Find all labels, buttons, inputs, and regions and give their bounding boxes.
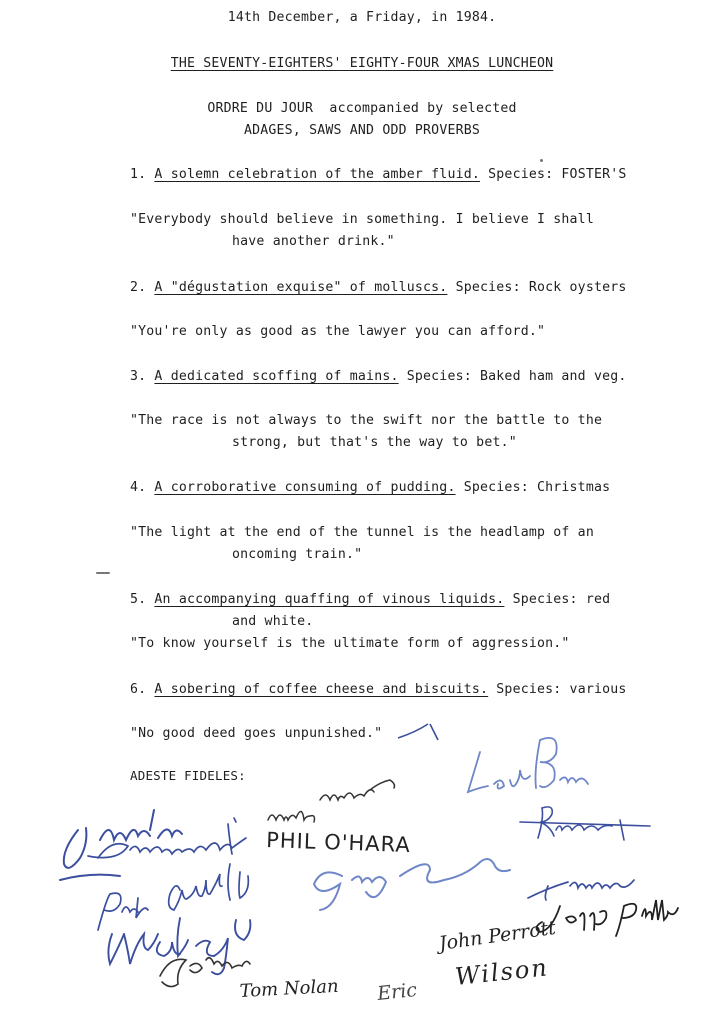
quote-4-line-2: oncoming train." [232,547,363,562]
signature-rick [520,807,650,840]
item-number: 1. [130,167,147,182]
signature-wilson: Wilson [453,953,550,991]
item-number: 3. [130,369,147,384]
species: Species: Rock oysters [447,280,627,295]
quote-3-line-1: "The race is not always to the swift nor the battle to the [130,413,603,428]
signature-manney [528,880,634,900]
quote-2-line-1: "You're only as good as the lawyer you can afford." [130,324,546,339]
course-description: A "dégustation exquise" of molluscs. [154,280,448,295]
quote-3-line-2: strong, but that's the way to bet." [232,435,517,450]
item-number: 4. [130,480,147,495]
course-description: A dedicated scoffing of mains. [154,369,399,384]
quote-5-line-1: "To know yourself is the ultimate form of aggression." [130,636,570,651]
signature-peter [98,864,248,930]
subtitle-line-2: ADAGES, SAWS AND ODD PROVERBS [243,123,481,138]
signature-lesley [468,738,588,792]
subtitle-line-1: ORDRE DU JOUR accompanied by selected [207,101,517,116]
species: Species: red [504,592,611,607]
species: Species: Christmas [455,480,611,495]
quote-6-line-1: "No good deed goes unpunished." [130,726,383,741]
signature-jeffrey [536,900,678,936]
signature-left-scrawl [60,810,182,880]
signature-tom-nolan: Tom Nolan [239,975,340,1002]
signature-david [88,818,246,858]
course-description: A solemn celebration of the amber fluid. [154,167,481,182]
signature-eric: Eric [376,978,418,1005]
signatures-heading: ADESTE FIDELES: [130,768,246,783]
quote-4-line-1: "The light at the end of the tunnel is the headlamp of an [130,525,594,540]
species: Species: various [488,682,627,697]
document-title: THE SEVENTY-EIGHTERS' EIGHTY-FOUR XMAS LUNCHEON [170,56,554,71]
signature-walsley [108,918,250,974]
item-number: 2. [130,280,147,295]
species-5-continued: and white. [232,614,314,629]
signature-jp [160,958,250,987]
date-line: 14th December, a Friday, in 1984. [227,10,497,25]
signature-john-perrott: John Perrott [437,916,558,955]
course-description: A sobering of coffee cheese and biscuits. [154,682,489,697]
quote-1-line-1: "Everybody should believe in something. I believe I shall [130,212,594,227]
species: Species: FOSTER'S [480,167,627,182]
quote-1-line-2: have another drink." [232,234,395,249]
item-number: 5. [130,592,147,607]
species: Species: Baked ham and veg. [398,369,627,384]
signature-flourish [398,724,438,740]
signature-mick [268,780,395,822]
course-description: An accompanying quaffing of vinous liquids. [154,592,505,607]
course-description: A corroborative consuming of pudding. [154,480,456,495]
item-number: 6. [130,682,147,697]
signature-greg [314,859,510,910]
signature-phil-ohara: PHIL O'HARA [265,828,412,858]
